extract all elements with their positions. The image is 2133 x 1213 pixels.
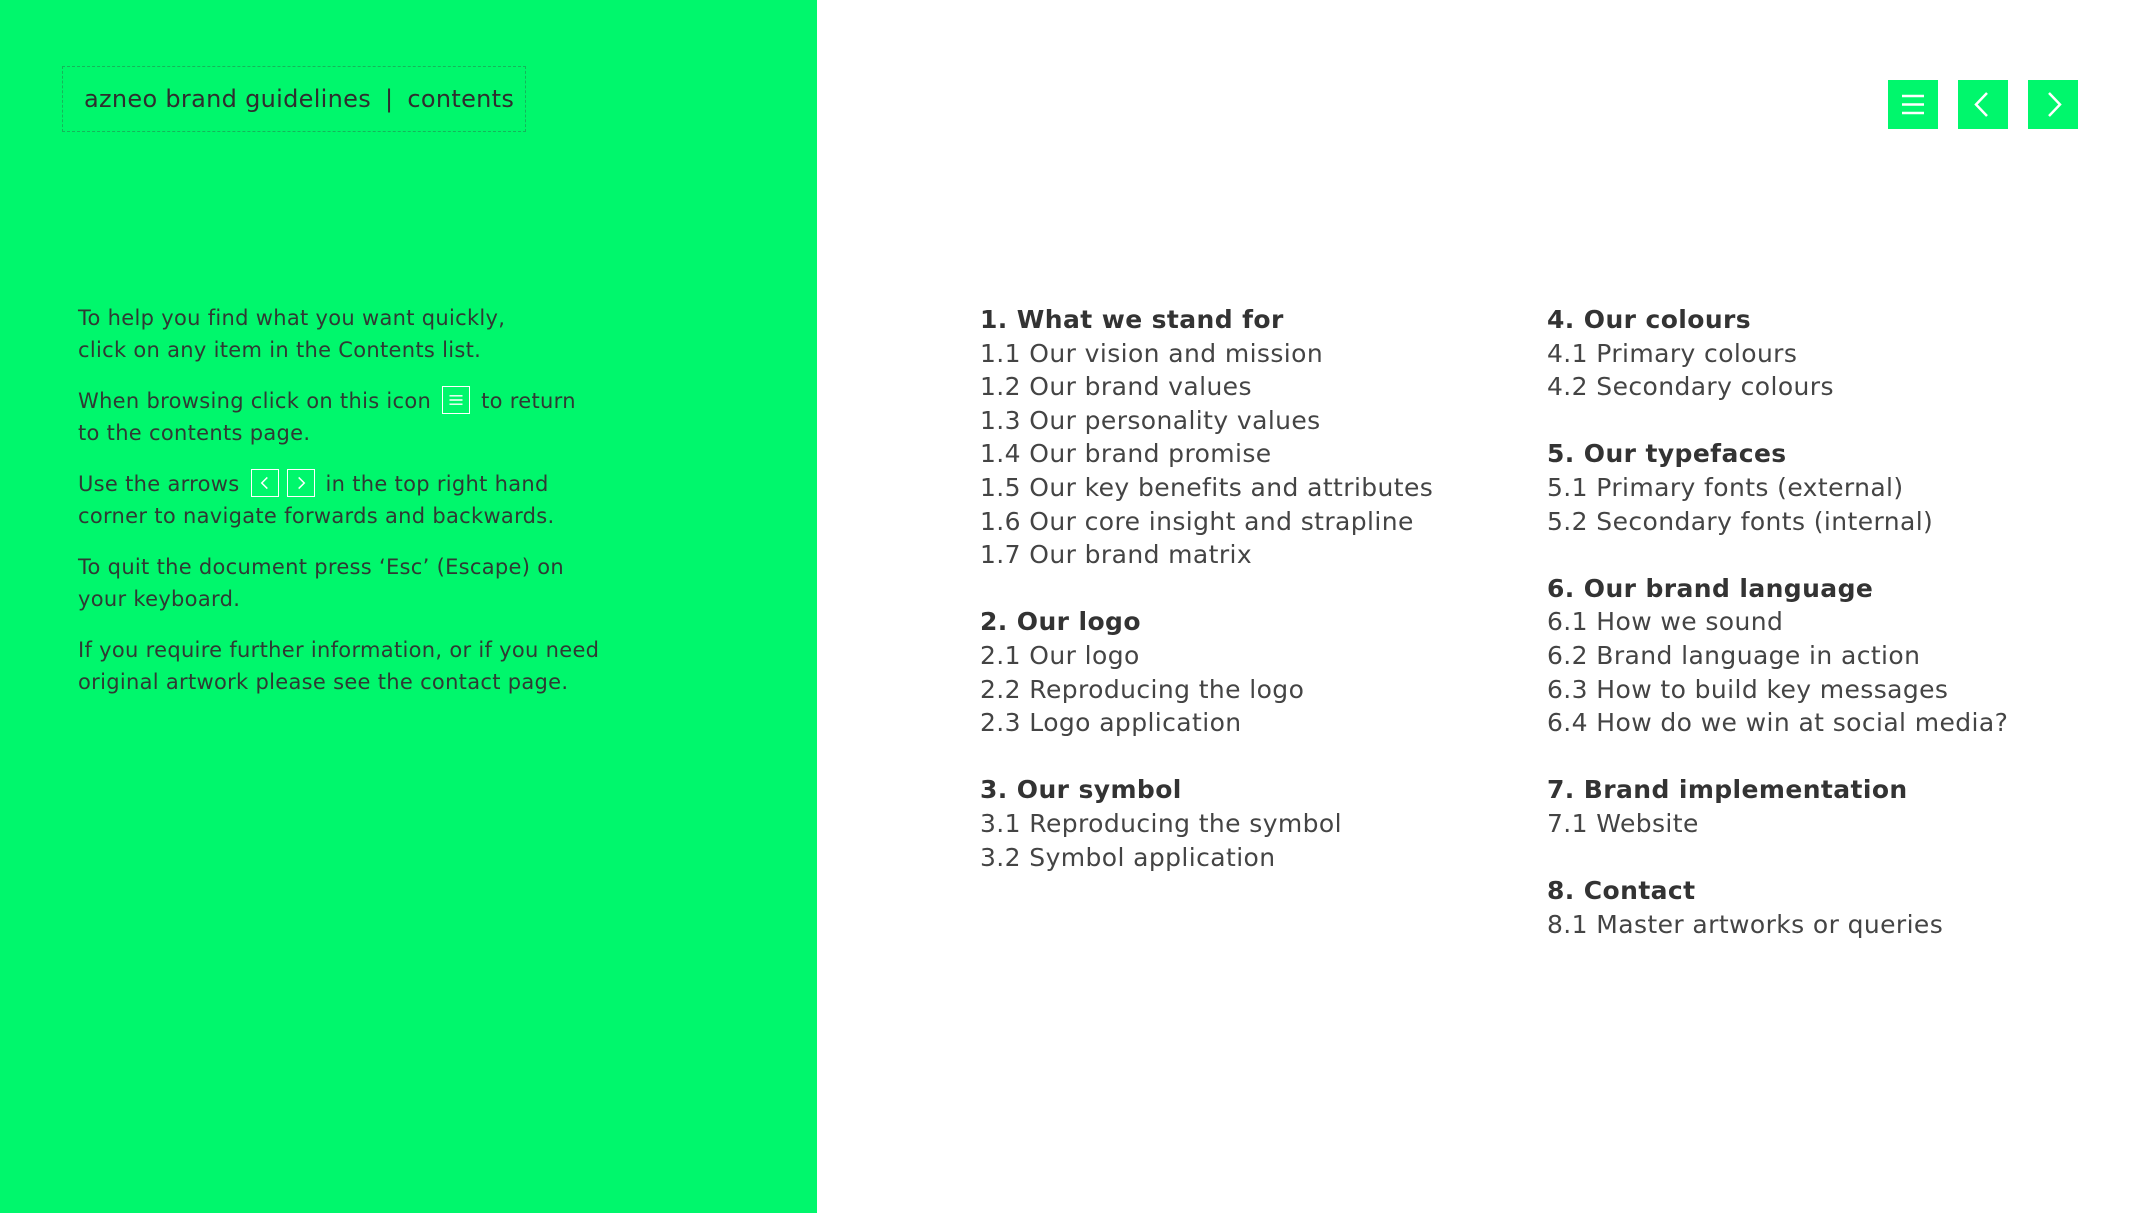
help-text: Use the arrows xyxy=(78,472,240,496)
section-title: contents xyxy=(407,85,515,113)
toc-item-5-2-secondary-fonts-internal[interactable]: 5.2 Secondary fonts (internal) xyxy=(1547,506,1934,536)
toc-item-1-3-our-personality-values[interactable]: 1.3 Our personality values xyxy=(980,405,1321,435)
chevron-right-icon xyxy=(287,469,315,497)
toc-section xyxy=(1547,303,2067,404)
chevron-left-icon xyxy=(1958,80,2008,129)
previous-page-button[interactable] xyxy=(1958,80,2008,129)
toc-heading-8-contact[interactable]: 8. Contact xyxy=(1547,876,1696,906)
contents-button[interactable] xyxy=(1888,80,1938,129)
toc-item-1-4-our-brand-promise[interactable]: 1.4 Our brand promise xyxy=(980,439,1272,469)
toc-section xyxy=(980,303,1500,572)
help-text: to return xyxy=(481,389,576,413)
help-text: If you require further information, or if you need xyxy=(78,638,600,662)
toc-item-2-1-our-logo[interactable]: 2.1 Our logo xyxy=(980,640,1140,670)
toc-heading-7-brand-implementation[interactable]: 7. Brand implementation xyxy=(1547,775,1908,805)
toc-heading-2-our-logo[interactable]: 2. Our logo xyxy=(980,607,1141,637)
toc-item-1-2-our-brand-values[interactable]: 1.2 Our brand values xyxy=(980,372,1252,402)
toc-section xyxy=(980,605,1500,739)
next-page-button[interactable] xyxy=(2028,80,2078,129)
toc-item-1-1-our-vision-and-mission[interactable]: 1.1 Our vision and mission xyxy=(980,338,1324,368)
toc-heading-5-our-typefaces[interactable]: 5. Our typefaces xyxy=(1547,439,1787,469)
toc-section xyxy=(980,773,1500,874)
toc-item-7-1-website[interactable]: 7.1 Website xyxy=(1547,808,1699,838)
toc-item-6-2-brand-language-in-action[interactable]: 6.2 Brand language in action xyxy=(1547,640,1921,670)
title-separator: | xyxy=(385,85,394,113)
toc-heading-6-our-brand-language[interactable]: 6. Our brand language xyxy=(1547,573,1874,603)
toc-section xyxy=(1547,572,2067,740)
toc-section xyxy=(1547,874,2067,941)
help-text: original artwork please see the contact page. xyxy=(78,670,569,694)
help-text: To quit the document press ‘Esc’ (Escape) on xyxy=(78,555,564,579)
toc-section xyxy=(1547,437,2067,538)
toc-item-6-1-how-we-sound[interactable]: 6.1 How we sound xyxy=(1547,607,1784,637)
menu-icon xyxy=(442,386,470,414)
toc-item-6-4-how-do-we-win-at-social-media[interactable]: 6.4 How do we win at social media? xyxy=(1547,708,2009,738)
help-text: To help you find what you want quickly, xyxy=(78,306,506,330)
help-text: to the contents page. xyxy=(78,421,311,445)
help-text: click on any item in the Contents list. xyxy=(78,338,482,362)
toc-item-1-7-our-brand-matrix[interactable]: 1.7 Our brand matrix xyxy=(980,540,1253,570)
brand-title: azneo brand guidelines xyxy=(84,85,372,113)
toc-item-1-6-our-core-insight-and-strapline[interactable]: 1.6 Our core insight and strapline xyxy=(980,506,1414,536)
toc-item-2-3-logo-application[interactable]: 2.3 Logo application xyxy=(980,708,1242,738)
toc-item-5-1-primary-fonts-external[interactable]: 5.1 Primary fonts (external) xyxy=(1547,472,1904,502)
toc-item-3-2-symbol-application[interactable]: 3.2 Symbol application xyxy=(980,842,1276,872)
chevron-left-icon xyxy=(251,469,279,497)
toc-heading-3-our-symbol[interactable]: 3. Our symbol xyxy=(980,775,1182,805)
help-paragraph xyxy=(78,385,638,449)
toc-section xyxy=(1547,773,2067,840)
toc-item-4-1-primary-colours[interactable]: 4.1 Primary colours xyxy=(1547,338,1798,368)
help-text: your keyboard. xyxy=(78,587,241,611)
toc-heading-4-our-colours[interactable]: 4. Our colours xyxy=(1547,305,1752,334)
help-paragraph xyxy=(78,634,638,698)
help-text: in the top right hand xyxy=(325,472,549,496)
help-paragraph xyxy=(78,551,638,615)
help-text: corner to navigate forwards and backwards. xyxy=(78,504,555,528)
help-text: When browsing click on this icon xyxy=(78,389,432,413)
toc-item-6-3-how-to-build-key-messages[interactable]: 6.3 How to build key messages xyxy=(1547,674,1949,704)
toc-item-8-1-master-artworks-or-queries[interactable]: 8.1 Master artworks or queries xyxy=(1547,909,1944,939)
document-title xyxy=(62,66,526,132)
toc-item-1-5-our-key-benefits-and-attributes[interactable]: 1.5 Our key benefits and attributes xyxy=(980,472,1434,502)
toc-item-3-1-reproducing-the-symbol[interactable]: 3.1 Reproducing the symbol xyxy=(980,808,1342,838)
toc-item-4-2-secondary-colours[interactable]: 4.2 Secondary colours xyxy=(1547,372,1834,402)
toc-item-2-2-reproducing-the-logo[interactable]: 2.2 Reproducing the logo xyxy=(980,674,1305,704)
help-instructions xyxy=(78,302,638,717)
toc-heading-1-what-we-stand-for[interactable]: 1. What we stand for xyxy=(980,305,1284,334)
help-paragraph xyxy=(78,468,638,532)
chevron-right-icon xyxy=(2028,80,2078,129)
contents-column-right xyxy=(1547,303,2067,975)
contents-column-left xyxy=(980,303,1500,908)
help-paragraph xyxy=(78,302,638,366)
menu-icon xyxy=(1888,80,1938,129)
